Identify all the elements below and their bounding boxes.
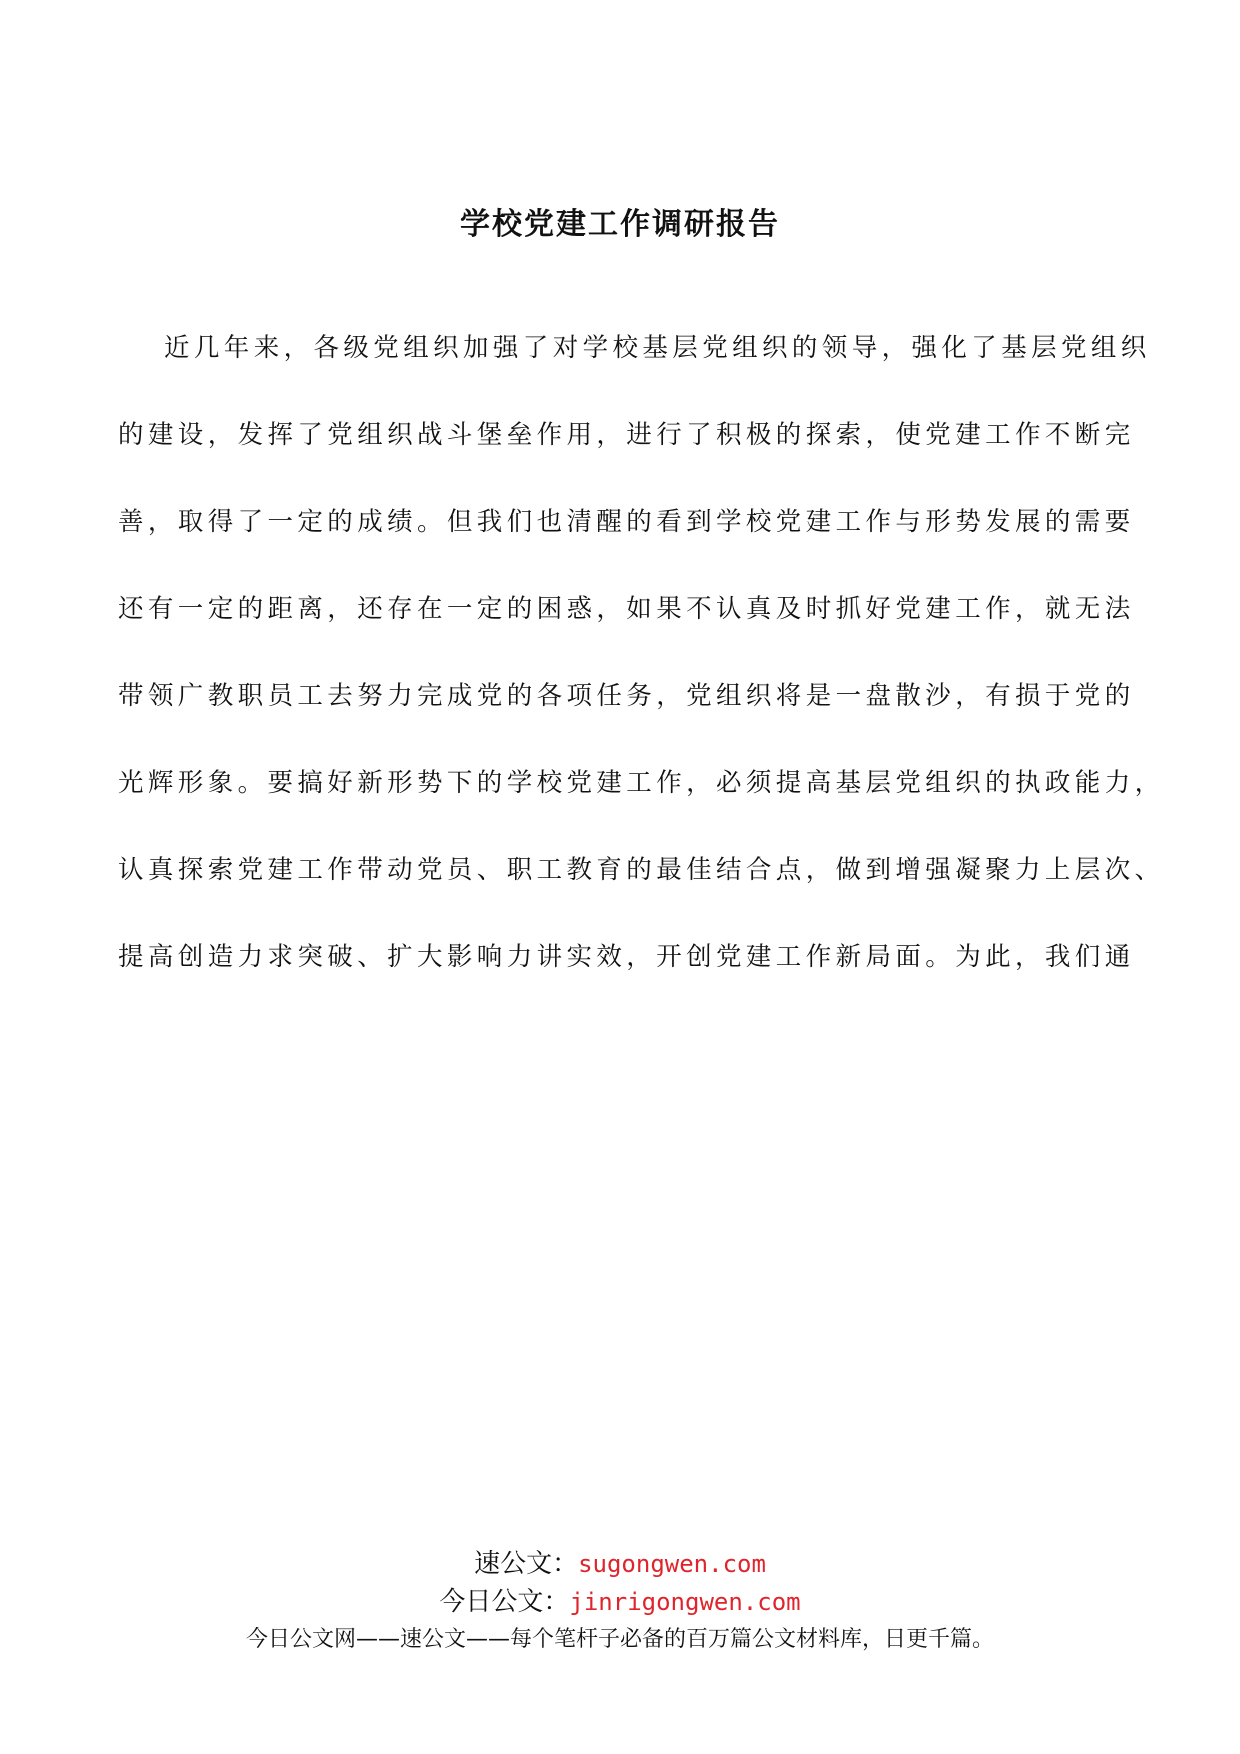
footer-tagline-row [0,1621,1240,1659]
document-title: 学校党建工作调研报告 [460,207,780,242]
page-footer [0,1545,1240,1659]
paragraph-line-1: 近几年来，各级党组织加强了对学校基层党组织的领导，强化了基层党组织 [164,333,1151,363]
paragraph-line-3: 善，取得了一定的成绩。但我们也清醒的看到学校党建工作与形势发展的需要 [118,507,1135,537]
paragraph-line-6: 光辉形象。要搞好新形势下的学校党建工作，必须提高基层党组织的执政能力， [118,768,1165,798]
footer-site1-link[interactable]: sugongwen.com [578,1550,766,1578]
paragraph-line-5: 带领广教职员工去努力完成党的各项任务，党组织将是一盘散沙，有损于党的 [118,681,1135,711]
paragraph-line-2: 的建设，发挥了党组织战斗堡垒作用，进行了积极的探索，使党建工作不断完 [118,420,1135,450]
footer-site1-label: 速公文： [474,1549,579,1579]
footer-site2-label: 今日公文： [439,1587,570,1617]
paragraph-line-7: 认真探索党建工作带动党员、职工教育的最佳结合点，做到增强凝聚力上层次、 [118,855,1165,885]
footer-site1 [0,1545,1240,1583]
footer-site2 [0,1583,1240,1621]
document-body [118,325,1165,1021]
paragraph-line-8: 提高创造力求突破、扩大影响力讲实效，开创党建工作新局面。为此，我们通 [118,942,1135,972]
footer-tagline: 今日公文网——速公文——每个笔杆子必备的百万篇公文材料库，日更千篇。 [245,1627,994,1652]
paragraph-line-4: 还有一定的距离，还存在一定的困惑，如果不认真及时抓好党建工作，就无法 [118,594,1135,624]
footer-site2-link[interactable]: jinrigongwen.com [569,1588,801,1616]
